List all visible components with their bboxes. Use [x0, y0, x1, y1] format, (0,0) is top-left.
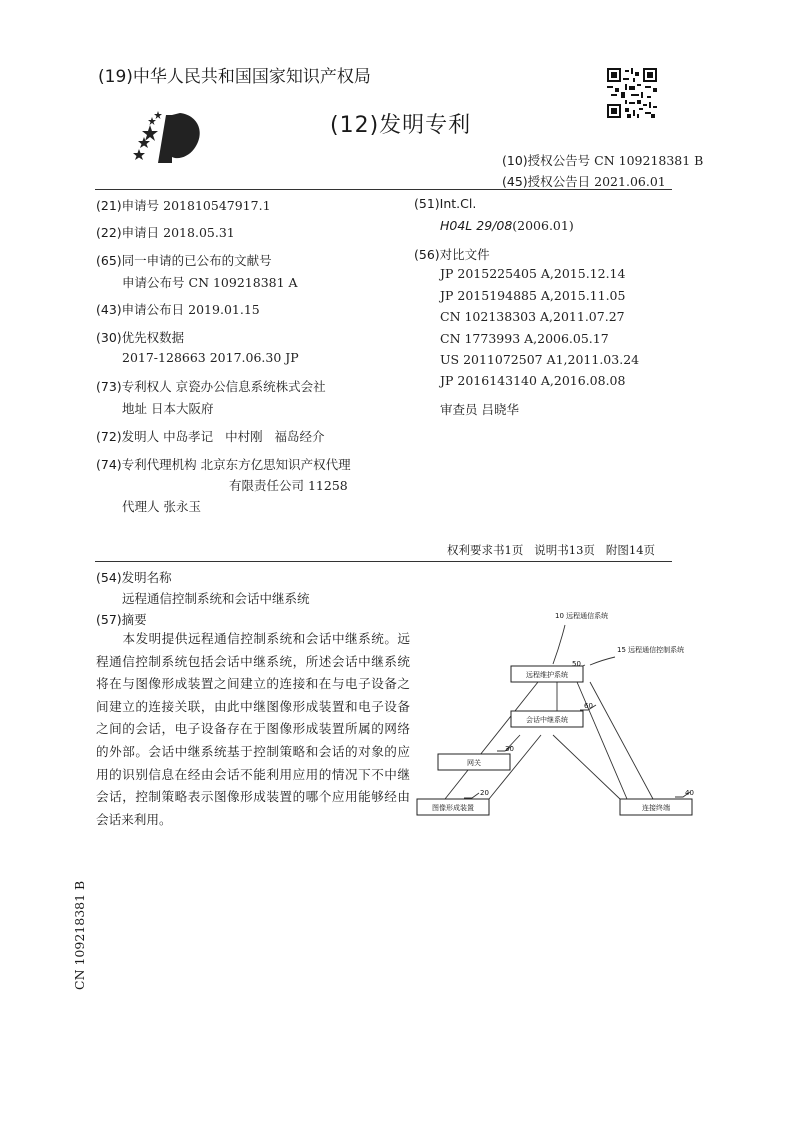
side-patent-number: CN 109218381 B [72, 880, 87, 990]
grant-pub-number: CN 109218381 B [594, 153, 704, 168]
figure-system-ref: 10 远程通信系统 [555, 612, 609, 620]
invention-title: 远程通信控制系统和会话中继系统 [122, 591, 310, 606]
grant-pub-date-row [502, 172, 666, 190]
grant-pub-date-label: (45)授权公告日 [502, 174, 591, 189]
cited-label: (56)对比文件 [414, 247, 490, 262]
node-label: 图像形成装置 [432, 804, 474, 812]
node-number: 50 [572, 660, 581, 668]
office-name: (19)中华人民共和国国家知识产权局 [98, 67, 371, 87]
figure-control-ref: 15 远程通信控制系统 [617, 646, 685, 654]
address-label: 地址 [122, 401, 148, 416]
abstract-body: 本发明提供远程通信控制系统和会话中继系统。远程通信控制系统包括会话中继系统，所述会话中继系统将在与图像形成装置之间建立的连接和在与电子设备之间建立的连接关联，由此中继图像形成装置和电子设备之间的会话，电子设备存在于图像形成装置所属的网络的外部。会话中继系统基于控制策略和会话的对象的应用的识别信息在经由会话不能利用应用的情况下不中继会话，控制策略表示图像形成装置的哪个应用能够经由会话来利用。 [96, 631, 410, 827]
grant-pub-number-label: (10)授权公告号 [502, 153, 591, 168]
pub-date-row [96, 300, 260, 318]
app-date-label: (22)申请日 [96, 225, 160, 240]
cited-item: JP 2016143140 A,2016.08.08 [440, 373, 626, 388]
node-label: 会话中继系统 [526, 716, 568, 724]
patentee: 京瓷办公信息系统株式会社 [175, 379, 326, 394]
pages-summary: 权利要求书1页 说明书13页 附图14页 [447, 543, 656, 557]
document-type: (12)发明专利 [330, 113, 472, 138]
inventors: 中岛孝记 中村刚 福岛经介 [163, 429, 325, 444]
cited-item: US 2011072507 A1,2011.03.24 [440, 352, 640, 367]
cited-item: JP 2015194885 A,2015.11.05 [440, 288, 626, 303]
agency-line1: 北京东方亿思知识产权代理 [200, 457, 351, 472]
node-number: 60 [584, 702, 593, 710]
prior-pub-no: CN 109218381 A [188, 275, 298, 290]
agency-line2: 有限责任公司 11258 [229, 478, 348, 493]
app-date-row [96, 223, 235, 241]
prior-pub-no-label: 申请公布号 [122, 275, 185, 290]
address-row [122, 399, 214, 417]
patentee-label: (73)专利权人 [96, 379, 172, 394]
intcl-year: (2006.01) [512, 218, 574, 233]
node-label: 网关 [467, 759, 481, 767]
agent-label: 代理人 [122, 499, 160, 514]
inventors-label: (72)发明人 [96, 429, 160, 444]
agency-label: (74)专利代理机构 [96, 457, 197, 472]
grant-pub-date: 2021.06.01 [594, 174, 666, 189]
grant-pub-number-row [502, 151, 703, 169]
priority-data: 2017-128663 2017.06.30 JP [122, 350, 299, 365]
intcl-row [440, 218, 574, 233]
inventors-row [96, 427, 325, 445]
agent: 张永玉 [163, 499, 202, 514]
cited-item: JP 2015225405 A,2015.12.14 [440, 266, 626, 281]
cited-item: CN 1773993 A,2006.05.17 [440, 331, 609, 346]
pub-date-label: (43)申请公布日 [96, 302, 185, 317]
examiner: 吕晓华 [481, 402, 520, 417]
node-number: 30 [505, 745, 514, 753]
examiner-label: 审查员 [440, 402, 478, 417]
app-date: 2018.05.31 [163, 225, 235, 240]
intcl-code: H04L 29/08 [440, 218, 513, 233]
pages-divider [95, 561, 672, 562]
qr-code [607, 68, 657, 118]
app-no-label: (21)申请号 [96, 198, 160, 213]
app-no-row [96, 196, 271, 214]
prior-pub-row [122, 273, 298, 291]
agency-row [96, 455, 351, 473]
node-label: 远程维护系统 [526, 671, 568, 679]
examiner-row [440, 400, 519, 418]
priority-label: (30)优先权数据 [96, 330, 185, 345]
prior-pub-label: (65)同一申请的已公布的文献号 [96, 253, 272, 268]
address: 日本大阪府 [151, 401, 214, 416]
header-divider [95, 189, 672, 190]
title-label: (54)发明名称 [96, 570, 172, 585]
system-figure [410, 605, 700, 820]
abstract-text [96, 628, 410, 831]
patentee-row [96, 377, 326, 395]
pub-date: 2019.01.15 [188, 302, 260, 317]
cited-item: CN 102138303 A,2011.07.27 [440, 309, 625, 324]
node-label: 连接终端 [642, 804, 670, 812]
node-number: 40 [685, 789, 694, 797]
abstract-label: (57)摘要 [96, 612, 147, 627]
intcl-label: (51)Int.Cl. [414, 196, 477, 211]
cnipa-logo [128, 105, 208, 167]
node-number: 20 [480, 789, 489, 797]
agent-row [122, 497, 201, 515]
app-no: 201810547917.1 [163, 198, 271, 213]
